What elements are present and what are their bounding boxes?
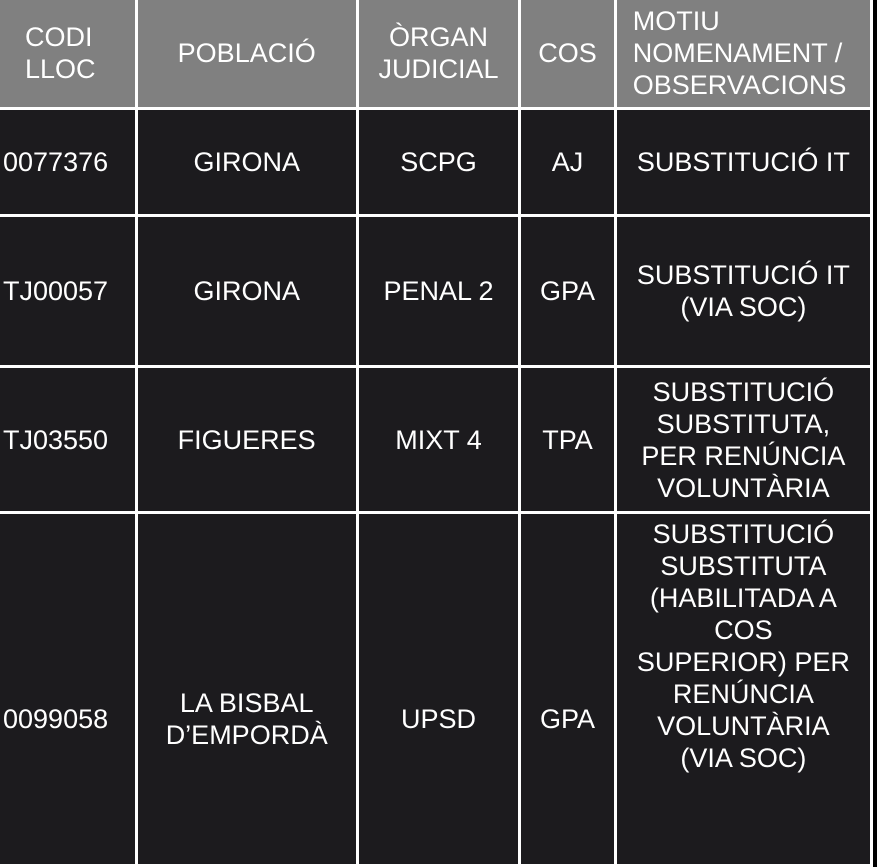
cell-poblacio: GIRONA xyxy=(136,216,357,367)
header-motiu-nomenament: MOTIU NOMENAMENT / OBSERVACIONS xyxy=(615,0,871,109)
table-header-row xyxy=(0,0,872,109)
cell-codi-lloc: 0099058 xyxy=(0,513,136,866)
cell-organ-judicial: SCPG xyxy=(357,109,520,216)
header-cos: COS xyxy=(520,0,615,109)
cell-poblacio: LA BISBAL D’EMPORDÀ xyxy=(136,513,357,866)
cell-codi-lloc: 0077376 xyxy=(0,109,136,216)
cell-organ-judicial: MIXT 4 xyxy=(357,367,520,513)
cell-cos: TPA xyxy=(520,367,615,513)
header-organ-judicial: ÒRGAN JUDICIAL xyxy=(357,0,520,109)
table-row xyxy=(0,367,872,513)
header-poblacio: POBLACIÓ xyxy=(136,0,357,109)
cell-organ-judicial: UPSD xyxy=(357,513,520,866)
cell-organ-judicial: PENAL 2 xyxy=(357,216,520,367)
cell-motiu: SUBSTITUCIÓ IT (VIA SOC) xyxy=(615,216,871,367)
table-row xyxy=(0,513,872,866)
cell-motiu: SUBSTITUCIÓ SUBSTITUTA, PER RENÚNCIA VOLUNTÀRIA xyxy=(615,367,871,513)
table-row xyxy=(0,109,872,216)
cell-codi-lloc: TJ03550 xyxy=(0,367,136,513)
cell-cos: GPA xyxy=(520,216,615,367)
table-row xyxy=(0,216,872,367)
cell-poblacio: GIRONA xyxy=(136,109,357,216)
cell-motiu: SUBSTITUCIÓ SUBSTITUTA (HABILITADA A COS SUPERIOR) PER RENÚNCIA VOLUNTÀRIA (VIA SOC) xyxy=(615,513,871,866)
cell-poblacio: FIGUERES xyxy=(136,367,357,513)
cell-cos: AJ xyxy=(520,109,615,216)
cell-cos: GPA xyxy=(520,513,615,866)
header-codi-lloc: CODI LLOC xyxy=(0,0,136,109)
cell-motiu: SUBSTITUCIÓ IT xyxy=(615,109,871,216)
cell-codi-lloc: TJ00057 xyxy=(0,216,136,367)
